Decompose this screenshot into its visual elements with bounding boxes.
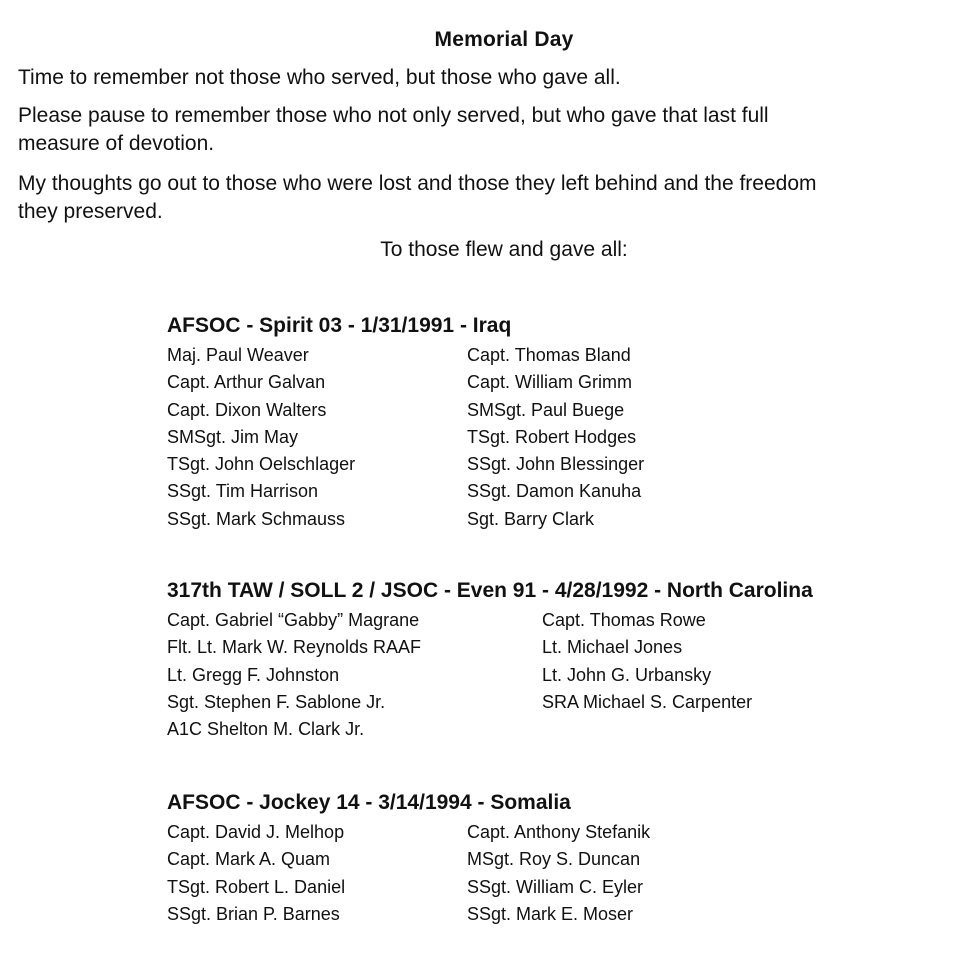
crew-name: SRA Michael S. Carpenter — [542, 691, 753, 712]
crew-name: Capt. Mark A. Quam — [167, 849, 331, 870]
crew-name: Sgt. Stephen F. Sablone Jr. — [167, 691, 386, 712]
crew-name: TSgt. Robert L. Daniel — [167, 876, 346, 897]
crew-name: SSgt. Damon Kanuha — [467, 481, 642, 502]
remembrance-paragraph: Please pause to remember those who not only served, but who gave that last full measure of devotion. — [18, 104, 769, 155]
crew-name: Capt. David J. Melhop — [167, 822, 345, 842]
crew-name: Capt. Thomas Bland — [467, 345, 631, 365]
crew-name: Lt. John G. Urbansky — [542, 664, 712, 685]
crew-name: TSgt. John Oelschlager — [167, 454, 356, 475]
dedication-line: To those flew and gave all: — [380, 238, 628, 261]
section-title: 317th TAW / SOLL 2 / JSOC - Even 91 - 4/28/1992 - North Carolina — [167, 579, 813, 602]
crew-name: SMSgt. Jim May — [167, 426, 299, 447]
names-left-column — [167, 342, 355, 533]
crew-name: Lt. Gregg F. Johnston — [167, 664, 340, 685]
crew-name: Lt. Michael Jones — [542, 637, 683, 658]
crew-name: SSgt. Tim Harrison — [167, 481, 319, 502]
crew-name: Capt. William Grimm — [467, 372, 632, 393]
names-right-column — [467, 819, 650, 928]
names-left-column — [167, 819, 345, 928]
crew-name: Sgt. Barry Clark — [467, 508, 595, 529]
crew-name: SSgt. Brian P. Barnes — [167, 903, 340, 924]
crew-name: Capt. Anthony Stefanik — [467, 822, 651, 842]
section-title: AFSOC - Jockey 14 - 3/14/1994 - Somalia — [167, 791, 571, 814]
section-even-91 — [167, 577, 813, 747]
crew-name: Capt. Thomas Rowe — [542, 610, 706, 630]
crew-name: Capt. Gabriel “Gabby” Magrane — [167, 610, 420, 630]
crew-name: A1C Shelton M. Clark Jr. — [167, 719, 365, 740]
thoughts-paragraph: My thoughts go out to those who were lost and those they left behind and the freedom they preserved. — [18, 172, 817, 223]
section-title: AFSOC - Spirit 03 - 1/31/1991 - Iraq — [167, 314, 512, 337]
crew-name: SSgt. John Blessinger — [467, 454, 645, 475]
crew-name: SSgt. Mark E. Moser — [467, 903, 634, 924]
crew-name: Flt. Lt. Mark W. Reynolds RAAF — [167, 637, 422, 658]
names-left-column — [167, 607, 421, 743]
crew-name: SSgt. Mark Schmauss — [167, 508, 346, 529]
crew-name: Capt. Arthur Galvan — [167, 372, 326, 393]
crew-name: SSgt. William C. Eyler — [467, 876, 644, 897]
section-jockey-14 — [167, 789, 651, 931]
crew-name: SMSgt. Paul Buege — [467, 399, 625, 420]
section-spirit-03 — [167, 312, 645, 532]
names-right-column — [542, 607, 752, 716]
crew-name: Capt. Dixon Walters — [167, 399, 327, 420]
crew-name: Maj. Paul Weaver — [167, 345, 309, 365]
crew-name: MSgt. Roy S. Duncan — [467, 849, 641, 870]
names-right-column — [467, 342, 644, 533]
crew-name: TSgt. Robert Hodges — [467, 426, 637, 447]
intro-paragraph: Time to remember not those who served, but those who gave all. — [18, 66, 621, 89]
document-title: Memorial Day — [434, 28, 574, 51]
